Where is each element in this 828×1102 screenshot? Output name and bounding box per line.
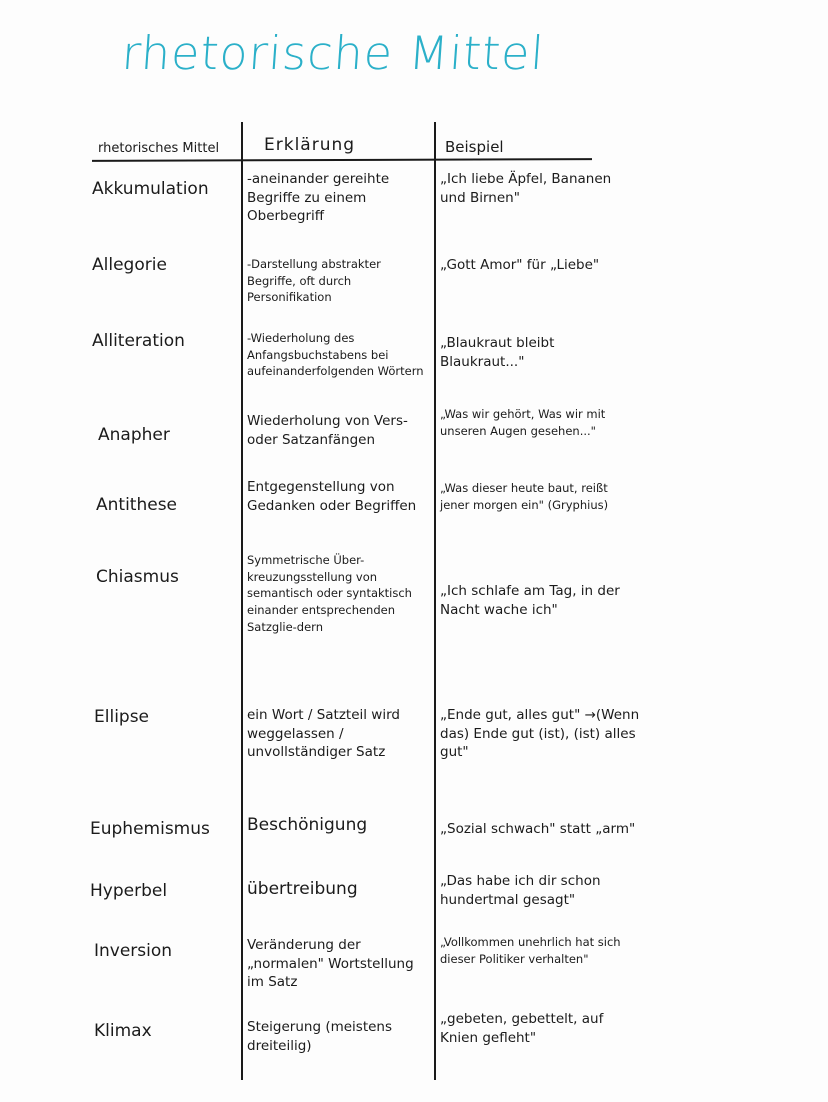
- explanation-ellipse: ein Wort / Satzteil wird weggelassen / unvollständiger Satz: [247, 707, 400, 761]
- example-alliteration: „Blaukraut bleibt Blaukraut...": [440, 335, 555, 370]
- example-euphemismus: „Sozial schwach" statt „arm": [440, 821, 636, 837]
- header-example: Beispiel: [445, 138, 504, 156]
- term-antithese: Antithese: [96, 495, 178, 515]
- explanation-hyperbel: übertreibung: [247, 879, 358, 899]
- column-divider-2: [434, 122, 436, 1080]
- column-divider-1: [241, 122, 243, 1080]
- explanation-alliteration: -Wiederholung des Anfangsbuchstabens bei aufeinanderfolgenden Wörtern: [247, 331, 424, 379]
- example-akkumulation: „Ich liebe Äpfel, Bananen und Birnen": [440, 171, 612, 206]
- example-inversion: „Vollkommen unehrlich hat sich dieser Politiker verhalten": [440, 935, 621, 966]
- example-antithese: „Was dieser heute baut, reißt jener morgen ein" (Gryphius): [440, 481, 609, 512]
- explanation-antithese: Entgegenstellung von Gedanken oder Begriffen: [247, 479, 417, 514]
- term-inversion: Inversion: [94, 941, 173, 961]
- term-chiasmus: Chiasmus: [96, 567, 179, 587]
- explanation-klimax: Steigerung (meistens dreiteilig): [247, 1019, 393, 1054]
- term-anapher: Anapher: [98, 425, 170, 445]
- term-alliteration: Alliteration: [92, 331, 185, 351]
- explanation-akkumulation: -aneinander gereihte Begriffe zu einem Oberbegriff: [247, 171, 390, 225]
- explanation-euphemismus: Beschönigung: [247, 815, 368, 835]
- example-allegorie: „Gott Amor" für „Liebe": [440, 257, 600, 273]
- explanation-chiasmus: Symmetrische Über-kreuzungsstellung von semantisch oder syntaktisch einander entsprechenden Satzglie-dern: [247, 553, 412, 634]
- term-ellipse: Ellipse: [94, 707, 150, 727]
- example-ellipse: „Ende gut, alles gut" →(Wenn das) Ende gut (ist), (ist) alles gut": [440, 707, 640, 761]
- header-explanation: Erklärung: [264, 135, 356, 155]
- example-anapher: „Was wir gehört, Was wir mit unseren Augen gesehen...": [440, 407, 606, 438]
- table-header-underline: [92, 158, 592, 162]
- explanation-anapher: Wiederholung von Vers- oder Satzanfängen: [247, 413, 408, 448]
- header-term: rhetorisches Mittel: [98, 141, 220, 156]
- explanation-allegorie: -Darstellung abstrakter Begriffe, oft durch Personifikation: [247, 257, 381, 305]
- explanation-inversion: Veränderung der „normalen" Wortstellung im Satz: [247, 937, 414, 991]
- term-allegorie: Allegorie: [92, 255, 167, 275]
- term-akkumulation: Akkumulation: [92, 179, 209, 199]
- example-klimax: „gebeten, gebettelt, auf Knien gefleht": [440, 1011, 604, 1046]
- example-hyperbel: „Das habe ich dir schon hundertmal gesagt": [440, 873, 601, 908]
- term-hyperbel: Hyperbel: [90, 881, 168, 901]
- example-chiasmus: „Ich schlafe am Tag, in der Nacht wache ich": [440, 583, 620, 618]
- term-euphemismus: Euphemismus: [90, 819, 210, 839]
- page-title: rhetorische Mittel: [120, 26, 547, 80]
- term-klimax: Klimax: [94, 1021, 152, 1041]
